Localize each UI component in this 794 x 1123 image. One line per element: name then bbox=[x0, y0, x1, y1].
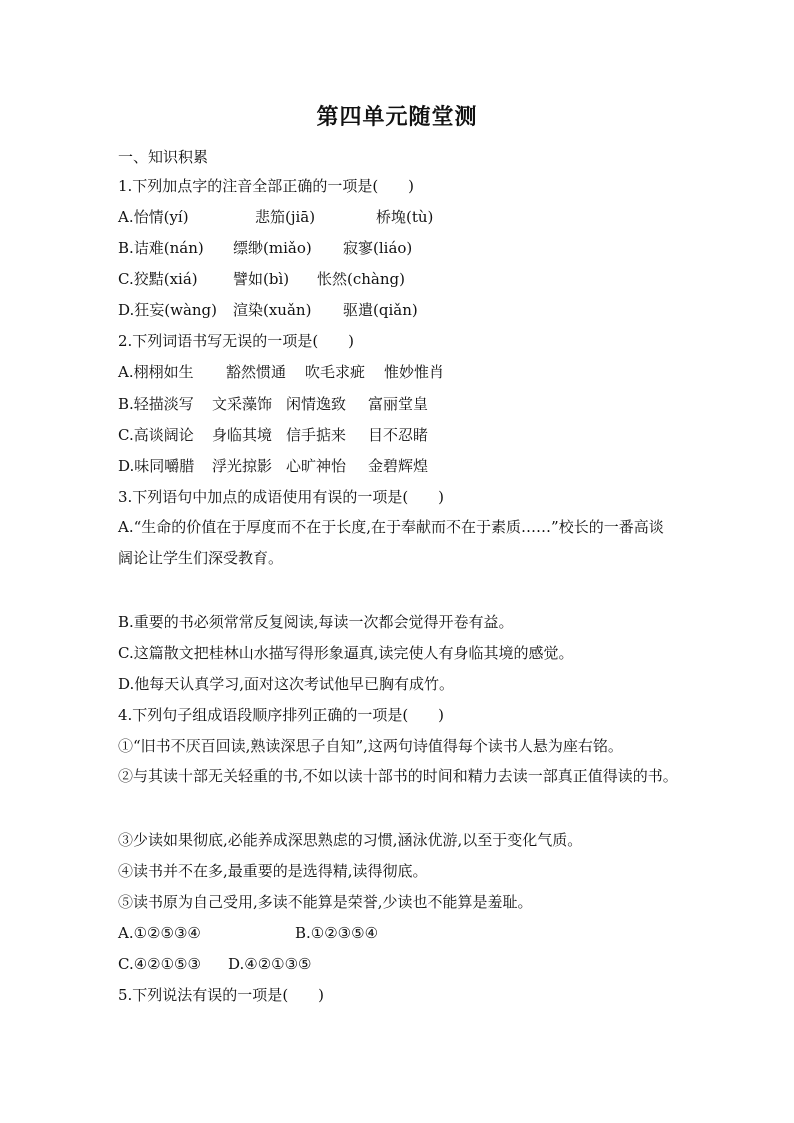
option-item: 文采藻饰 bbox=[212, 395, 273, 413]
option-item: 心旷神怡 bbox=[286, 457, 347, 475]
question-4-sentence-4: ④读书并不在多,最重要的是选得精,读得彻底。 bbox=[118, 862, 428, 880]
option-item: D.狂妄(wàng) bbox=[118, 301, 218, 319]
section-heading: 一、知识积累 bbox=[118, 148, 209, 166]
question-3-option-a: A.“生命的价值在于厚度而不在于长度,在于奉献而不在于素质……”校长的一番高谈阔论让学生们深受教育。 bbox=[118, 518, 664, 567]
option-item: B.①②③⑤④ bbox=[295, 924, 379, 942]
question-1-stem: 1.下列加点字的注音全部正确的一项是( ) bbox=[118, 177, 415, 195]
question-1-option-d bbox=[118, 300, 678, 320]
question-1-option-a bbox=[118, 207, 678, 227]
question-3-option-b: B.重要的书必须常常反复阅读,每读一次都会觉得开卷有益。 bbox=[118, 613, 514, 631]
option-item: 目不忍睹 bbox=[368, 426, 429, 444]
option-item: C.④②①⑤③ bbox=[118, 955, 201, 973]
question-3-option-d: D.他每天认真学习,面对这次考试他早已胸有成竹。 bbox=[118, 675, 455, 693]
question-4-sentence-2: ②与其读十部无关轻重的书,不如以读十部书的时间和精力去读一部真正值得读的书。 bbox=[118, 767, 678, 785]
option-item: 寂寥(liáo) bbox=[343, 239, 413, 257]
option-item: 浮光掠影 bbox=[212, 457, 273, 475]
option-item: A.①②⑤③④ bbox=[118, 924, 201, 942]
question-1-option-c bbox=[118, 269, 678, 289]
option-item: D.④②①③⑤ bbox=[228, 955, 312, 973]
option-item: 身临其境 bbox=[212, 426, 273, 444]
question-2-option-a bbox=[118, 362, 678, 382]
option-item: 缥缈(miǎo) bbox=[233, 239, 312, 257]
option-item: A.栩栩如生 bbox=[118, 363, 194, 381]
option-item: 吹毛求疵 bbox=[305, 363, 366, 381]
option-item: 怅然(chàng) bbox=[317, 270, 405, 288]
question-3-stem: 3.下列语句中加点的成语使用有误的一项是( ) bbox=[118, 488, 445, 506]
question-4-options-ab bbox=[118, 923, 678, 943]
option-item: 闲情逸致 bbox=[286, 395, 347, 413]
question-2-option-d bbox=[118, 456, 678, 476]
question-5-stem: 5.下列说法有误的一项是( ) bbox=[118, 986, 325, 1004]
question-4-sentence-1: ①“旧书不厌百回读,熟读深思子自知”,这两句诗值得每个读书人悬为座右铭。 bbox=[118, 737, 623, 755]
option-item: 金碧辉煌 bbox=[368, 457, 429, 475]
question-2-option-b bbox=[118, 394, 678, 414]
question-4-stem: 4.下列句子组成语段顺序排列正确的一项是( ) bbox=[118, 706, 445, 724]
question-3-option-c: C.这篇散文把桂林山水描写得形象逼真,读完使人有身临其境的感觉。 bbox=[118, 644, 574, 662]
question-1-option-b bbox=[118, 238, 678, 258]
option-item: D.味同嚼腊 bbox=[118, 457, 195, 475]
question-2-stem: 2.下列词语书写无误的一项是( ) bbox=[118, 332, 355, 350]
option-item: 桥堍(tù) bbox=[376, 208, 434, 226]
option-item: C.狡黠(xiá) bbox=[118, 270, 198, 288]
page-title: 第四单元随堂测 bbox=[316, 104, 478, 130]
option-item: 渲染(xuǎn) bbox=[233, 301, 312, 319]
option-item: A.怡情(yí) bbox=[118, 208, 189, 226]
question-2-option-c bbox=[118, 425, 678, 445]
option-item: 富丽堂皇 bbox=[368, 395, 429, 413]
option-item: 悲笳(jiā) bbox=[255, 208, 316, 226]
option-item: 豁然惯通 bbox=[226, 363, 287, 381]
option-item: B.诘难(nán) bbox=[118, 239, 204, 257]
question-4-sentence-5: ⑤读书原为自己受用,多读不能算是荣誉,少读也不能算是羞耻。 bbox=[118, 893, 533, 911]
option-item: C.高谈阔论 bbox=[118, 426, 194, 444]
option-item: B.轻描淡写 bbox=[118, 395, 194, 413]
question-4-options-cd bbox=[118, 954, 678, 974]
option-item: 譬如(bì) bbox=[233, 270, 290, 288]
option-item: 驱遣(qiǎn) bbox=[343, 301, 418, 319]
question-4-sentence-3: ③少读如果彻底,必能养成深思熟虑的习惯,涵泳优游,以至于变化气质。 bbox=[118, 831, 583, 849]
option-item: 惟妙惟肖 bbox=[384, 363, 445, 381]
option-item: 信手掂来 bbox=[286, 426, 347, 444]
